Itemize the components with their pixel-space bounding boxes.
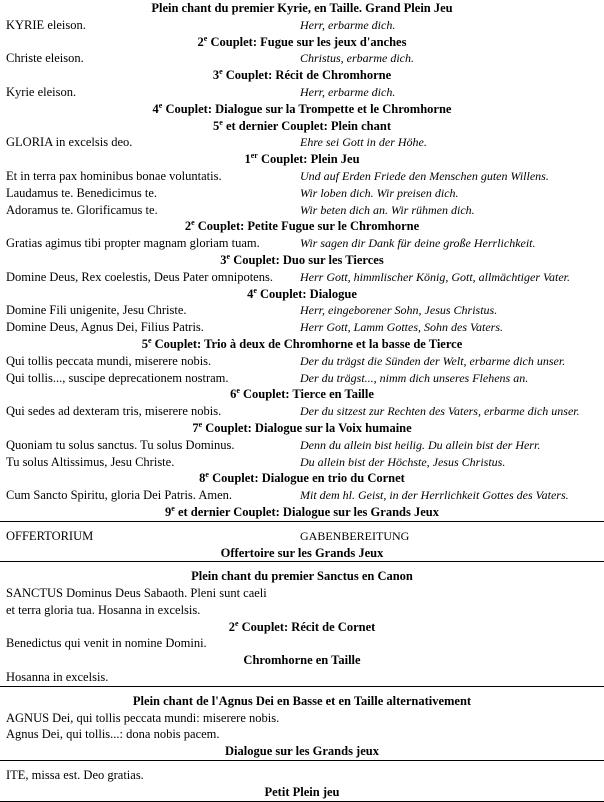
latin-text: GLORIA in excelsis deo. — [6, 135, 133, 150]
heading-couplet — [0, 619, 604, 636]
text-row — [0, 168, 604, 185]
ordinal-suffix: e — [203, 33, 208, 43]
heading-text: Couplet: Dialogue sur la Trompette et le Chromhorne — [162, 101, 452, 116]
heading-petit — [0, 784, 604, 801]
text-row — [0, 302, 604, 319]
text-row — [0, 84, 604, 101]
ordinal-suffix: e — [191, 218, 195, 228]
heading-text: Couplet: Tierce en Taille — [239, 387, 374, 402]
heading-text: Couplet: Plein Jeu — [257, 152, 360, 167]
heading-couplet — [0, 286, 604, 303]
heading-kyrie — [0, 0, 604, 17]
latin-text: Domine Deus, Agnus Dei, Filius Patris. — [6, 320, 204, 335]
latin-text: Et in terra pax hominibus bonae voluntatis. — [6, 168, 222, 183]
german-text: Der du trägst die Sünden der Welt, erbarme dich unser. — [300, 353, 566, 368]
text-row — [0, 726, 604, 743]
heading-couplet — [0, 118, 604, 135]
heading-agnus — [0, 693, 604, 710]
german-text: GABENBEREITUNG — [300, 528, 410, 543]
text-row — [0, 134, 604, 151]
german-text: Christus, erbarme dich. — [300, 51, 414, 66]
couplet-number: 2 — [184, 219, 192, 234]
latin-text: Qui tollis..., suscipe deprecationem nostram. — [6, 370, 229, 385]
couplet-number: 3 — [212, 68, 220, 83]
heading-text: Couplet: Duo sur les Tierces — [230, 252, 384, 267]
heading-couplet — [0, 252, 604, 269]
text-row — [0, 370, 604, 387]
heading-text: et dernier Couplet: Dialogue sur les Grands Jeux — [174, 504, 439, 519]
heading-couplet — [0, 336, 604, 353]
heading-text: Offertoire sur les Grands Jeux — [220, 545, 384, 560]
heading-text: Couplet: Dialogue — [256, 286, 357, 301]
latin-text: Hosanna in excelsis. — [6, 670, 109, 685]
latin-text: Laudamus te. Benedicimus te. — [6, 185, 158, 200]
german-text: Der du trägst..., nimm dich unseres Flehens an. — [300, 370, 529, 385]
german-text: Denn du allein bist heilig. Du allein bist der Herr. — [300, 437, 541, 452]
text-row — [0, 353, 604, 370]
text-row — [0, 454, 604, 471]
heading-text: Couplet: Trio à deux de Chromhorne et la basse de Tierce — [151, 336, 463, 351]
text-row — [0, 602, 604, 619]
german-text: Wir beten dich an. Wir rühmen dich. — [300, 202, 475, 217]
heading-text: Plein chant de l'Agnus Dei en Basse et en Taille alternativement — [132, 693, 472, 708]
couplet-number: 5 — [213, 118, 220, 133]
couplet-number: 5 — [141, 336, 148, 351]
couplet-number: 9 — [165, 504, 172, 519]
german-text: Herr, erbarme dich. — [300, 17, 396, 32]
german-text: Herr, erbarme dich. — [300, 84, 396, 99]
couplet-number: 4 — [152, 101, 159, 116]
latin-text: Gratias agimus tibi propter magnam gloriam tuam. — [6, 236, 260, 251]
latin-text: Christe eleison. — [6, 51, 84, 66]
text-row — [0, 403, 604, 420]
text-row — [0, 17, 604, 34]
text-row — [0, 437, 604, 454]
ordinal-suffix: e — [158, 100, 163, 110]
heading-couplet — [0, 386, 604, 403]
text-row — [0, 269, 604, 286]
text-row — [0, 319, 604, 336]
text-row — [0, 635, 604, 652]
ordinal-suffix: e — [253, 285, 257, 295]
german-text: Und auf Erden Friede den Menschen guten Willens. — [300, 168, 549, 183]
heading-couplet — [0, 470, 604, 487]
ordinal-suffix: e — [226, 251, 231, 261]
heading-text: Couplet: Petite Fugue sur le Chromhorne — [194, 219, 420, 234]
ordinal-suffix: e — [147, 335, 152, 345]
heading-text: et dernier Couplet: Plein chant — [222, 118, 391, 133]
text-row — [0, 585, 604, 602]
couplet-number: 3 — [220, 252, 227, 267]
german-text: Mit dem hl. Geist, in der Herrlichkeit Gottes des Vaters. — [300, 488, 569, 503]
german-text: Wir loben dich. Wir preisen dich. — [300, 185, 459, 200]
heading-text: Couplet: Dialogue en trio du Cornet — [208, 471, 405, 486]
text-row — [0, 528, 604, 545]
couplet-number: 1 — [244, 152, 251, 167]
heading-text: Dialogue sur les Grands jeux — [225, 744, 379, 759]
text-row — [0, 185, 604, 202]
heading-couplet — [0, 101, 604, 118]
german-text: Herr Gott, Lamm Gottes, Sohn des Vaters. — [300, 320, 503, 335]
heading-text: Plein chant du premier Kyrie, en Taille. Grand Plein Jeu — [151, 1, 453, 15]
latin-text: Agnus Dei, qui tollis...: dona nobis pacem. — [6, 727, 220, 742]
latin-text: Cum Sancto Spiritu, gloria Dei Patris. Amen. — [6, 488, 233, 503]
text-row — [0, 235, 604, 252]
heading-chromhorne — [0, 652, 604, 669]
latin-text: Tu solus Altissimus, Jesu Christe. — [6, 454, 175, 469]
ordinal-suffix: e — [236, 386, 240, 396]
latin-text: Benedictus qui venit in nomine Domini. — [6, 636, 207, 651]
couplet-number: 2 — [228, 619, 235, 634]
latin-text: Domine Deus, Rex coelestis, Deus Pater omnipotens. — [6, 269, 273, 284]
text-row — [0, 767, 604, 784]
german-text: Herr Gott, himmlischer König, Gott, allmächtiger Vater. — [300, 269, 570, 284]
german-text: Herr, eingeborener Sohn, Jesus Christus. — [300, 303, 498, 318]
german-text: Wir sagen dir Dank für deine große Herrlichkeit. — [300, 236, 536, 251]
couplet-number: 7 — [192, 420, 199, 435]
german-text: Du allein bist der Höchste, Jesus Christus. — [300, 454, 506, 469]
heading-couplet — [0, 34, 604, 51]
latin-text: AGNUS Dei, qui tollis peccata mundi: miserere nobis. — [6, 710, 280, 725]
heading-dialogue — [0, 743, 604, 760]
latin-text: Quoniam tu solus sanctus. Tu solus Dominus. — [6, 437, 235, 452]
ordinal-suffix: er — [250, 151, 258, 161]
latin-text: Domine Fili unigenite, Jesu Christe. — [6, 303, 187, 318]
latin-text: ITE, missa est. Deo gratias. — [6, 768, 144, 783]
heading-text: Couplet: Fugue sur les jeux d'anches — [207, 34, 407, 49]
heading-text: Couplet: Récit de Cornet — [238, 619, 376, 634]
heading-couplet — [0, 151, 604, 168]
latin-text: OFFERTORIUM — [6, 528, 94, 543]
ordinal-suffix: e — [219, 117, 223, 127]
text-row — [0, 669, 604, 686]
heading-couplet — [0, 504, 604, 521]
latin-text: Adoramus te. Glorificamus te. — [6, 202, 158, 217]
heading-offertoire — [0, 545, 604, 562]
heading-text: Petit Plein jeu — [264, 784, 340, 799]
heading-text: Couplet: Récit de Chromhorne — [222, 68, 392, 83]
text-row — [0, 50, 604, 67]
latin-text: KYRIE eleison. — [6, 17, 86, 32]
latin-text: Kyrie eleison. — [6, 84, 77, 99]
heading-couplet — [0, 67, 604, 84]
heading-couplet — [0, 420, 604, 437]
text-row — [0, 202, 604, 219]
german-text: Ehre sei Gott in der Höhe. — [300, 135, 427, 150]
heading-text: Couplet: Dialogue sur la Voix humaine — [202, 420, 412, 435]
text-row — [0, 487, 604, 504]
ordinal-suffix: e — [198, 419, 203, 429]
text-row — [0, 710, 604, 727]
couplet-number: 6 — [230, 387, 237, 402]
ordinal-suffix: e — [205, 470, 209, 480]
german-text: Der du sitzest zur Rechten des Vaters, erbarme dich unser. — [300, 404, 580, 419]
heading-sanctus — [0, 568, 604, 585]
latin-text: et terra gloria tua. Hosanna in excelsis. — [6, 602, 201, 617]
ordinal-suffix: e — [171, 503, 175, 513]
latin-text: SANCTUS Dominus Deus Sabaoth. Pleni sunt caeli — [6, 586, 267, 601]
couplet-number: 2 — [197, 34, 204, 49]
heading-text: Plein chant du premier Sanctus en Canon — [191, 569, 413, 584]
couplet-number: 4 — [247, 286, 254, 301]
heading-text: Chromhorne en Taille — [243, 653, 361, 668]
ordinal-suffix: e — [219, 67, 223, 77]
latin-text: Qui tollis peccata mundi, miserere nobis. — [6, 353, 212, 368]
heading-couplet — [0, 218, 604, 235]
couplet-number: 8 — [199, 471, 206, 486]
latin-text: Qui sedes ad dexteram tris, miserere nobis. — [6, 404, 222, 419]
ordinal-suffix: e — [234, 618, 239, 628]
